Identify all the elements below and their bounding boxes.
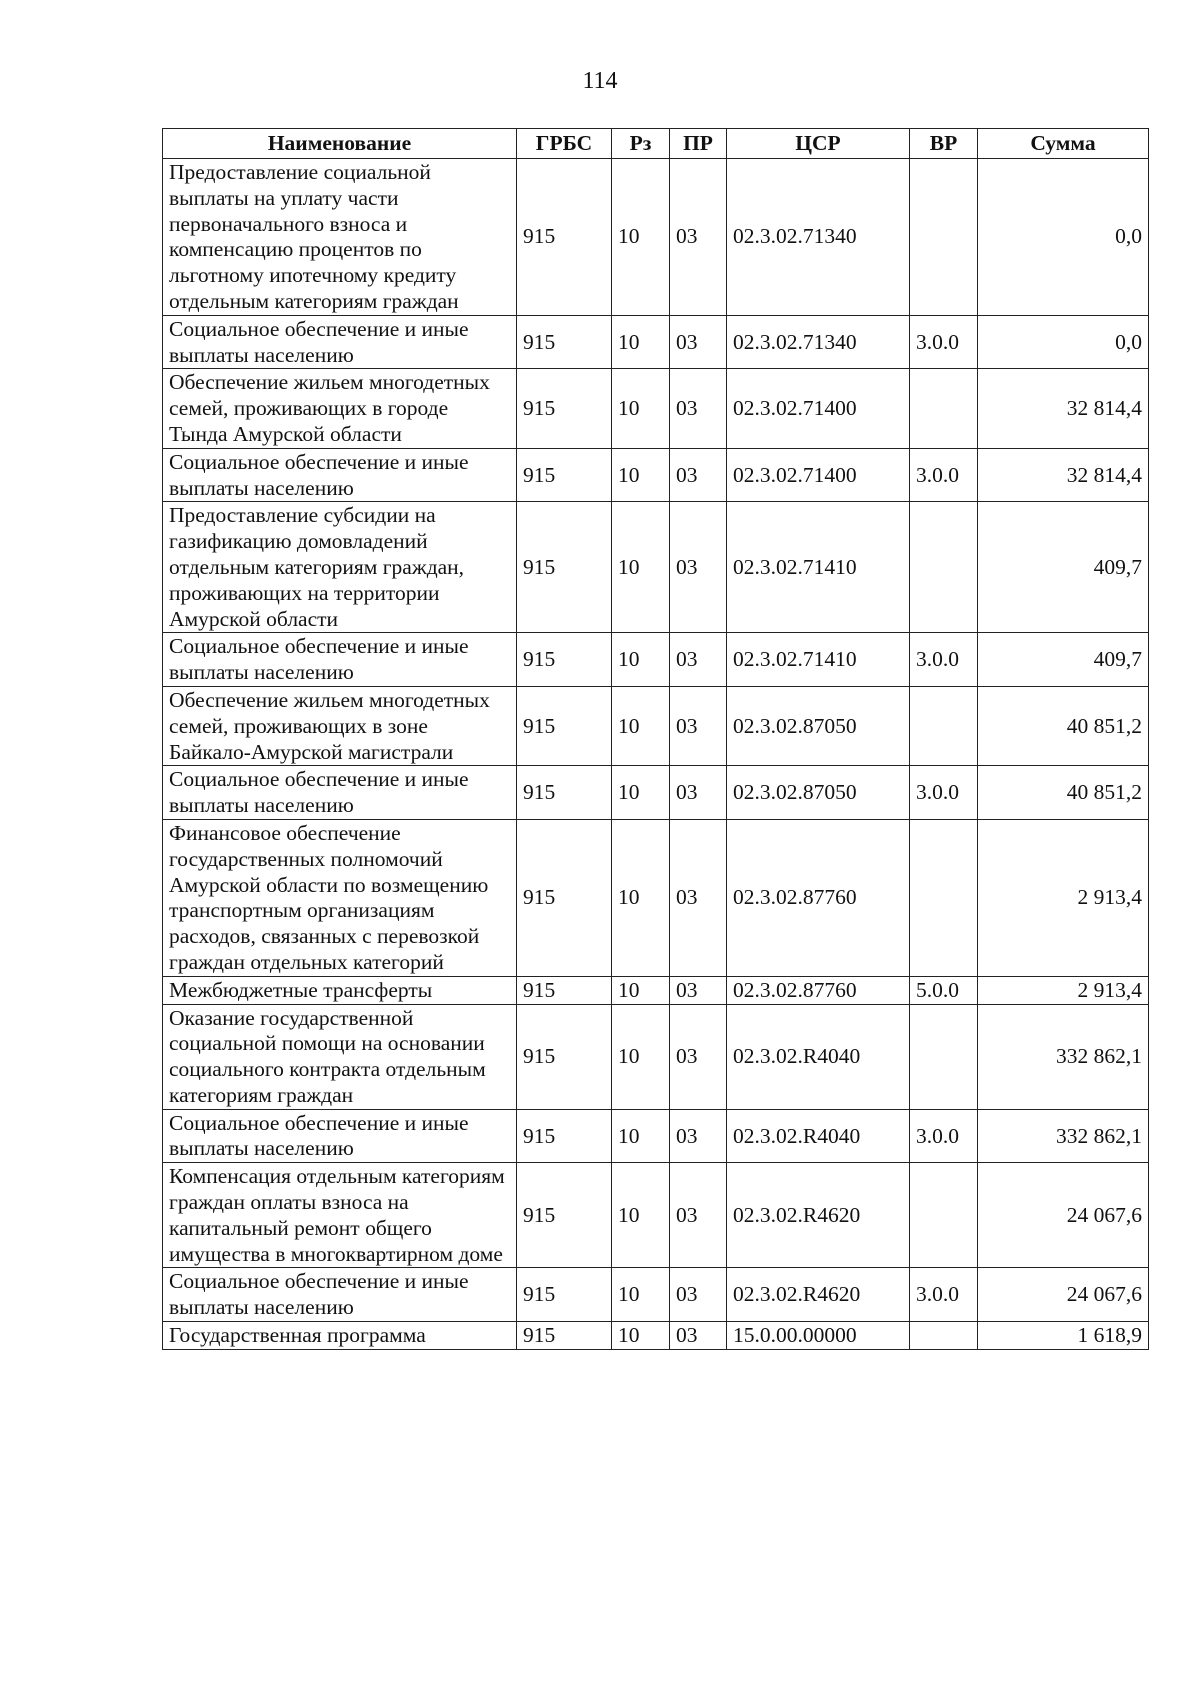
cell-name: Социальное обеспечение и иные выплаты населению — [163, 315, 517, 369]
cell-rz: 10 — [612, 633, 670, 687]
cell-vr — [910, 369, 978, 448]
table-row — [163, 633, 1149, 687]
cell-sum: 40 851,2 — [978, 686, 1149, 765]
cell-grbs: 915 — [517, 1268, 612, 1322]
cell-name: Предоставление социальной выплаты на уплату части первоначального взноса и компенсацию процентов по льготному ипотечному кредиту отдельным категориям граждан — [163, 159, 517, 316]
cell-csr: 02.3.02.87760 — [727, 976, 910, 1004]
table-row — [163, 976, 1149, 1004]
header-grbs: ГРБС — [517, 129, 612, 159]
cell-rz: 10 — [612, 502, 670, 633]
cell-sum: 0,0 — [978, 315, 1149, 369]
cell-vr — [910, 1004, 978, 1109]
cell-csr: 02.3.02.71410 — [727, 502, 910, 633]
header-pr: ПР — [670, 129, 727, 159]
header-csr: ЦСР — [727, 129, 910, 159]
cell-rz: 10 — [612, 766, 670, 820]
cell-rz: 10 — [612, 1268, 670, 1322]
cell-rz: 10 — [612, 1163, 670, 1268]
cell-csr: 02.3.02.R4620 — [727, 1268, 910, 1322]
cell-grbs: 915 — [517, 1163, 612, 1268]
cell-name: Предоставление субсидии на газификацию домовладений отдельным категориям граждан, проживающих на территории Амурской области — [163, 502, 517, 633]
cell-rz: 10 — [612, 1322, 670, 1350]
cell-vr — [910, 686, 978, 765]
cell-csr: 02.3.02.71340 — [727, 315, 910, 369]
cell-sum: 24 067,6 — [978, 1268, 1149, 1322]
cell-csr: 02.3.02.87050 — [727, 686, 910, 765]
cell-grbs: 915 — [517, 502, 612, 633]
cell-sum: 40 851,2 — [978, 766, 1149, 820]
cell-grbs: 915 — [517, 1322, 612, 1350]
cell-pr: 03 — [670, 448, 727, 502]
cell-rz: 10 — [612, 369, 670, 448]
cell-pr: 03 — [670, 766, 727, 820]
table-row — [163, 1163, 1149, 1268]
cell-name: Социальное обеспечение и иные выплаты населению — [163, 633, 517, 687]
header-rz: Рз — [612, 129, 670, 159]
table-row — [163, 766, 1149, 820]
cell-pr: 03 — [670, 315, 727, 369]
cell-pr: 03 — [670, 976, 727, 1004]
cell-sum: 1 618,9 — [978, 1322, 1149, 1350]
cell-csr: 02.3.02.71410 — [727, 633, 910, 687]
cell-sum: 332 862,1 — [978, 1004, 1149, 1109]
cell-grbs: 915 — [517, 315, 612, 369]
cell-vr: 3.0.0 — [910, 1109, 978, 1163]
header-name: Наименование — [163, 129, 517, 159]
cell-pr: 03 — [670, 1004, 727, 1109]
cell-name: Обеспечение жильем многодетных семей, проживающих в зоне Байкало-Амурской магистрали — [163, 686, 517, 765]
cell-vr: 3.0.0 — [910, 1268, 978, 1322]
cell-grbs: 915 — [517, 819, 612, 976]
cell-name: Социальное обеспечение и иные выплаты населению — [163, 766, 517, 820]
cell-vr: 5.0.0 — [910, 976, 978, 1004]
cell-csr: 15.0.00.00000 — [727, 1322, 910, 1350]
cell-grbs: 915 — [517, 1004, 612, 1109]
cell-name: Компенсация отдельным категориям граждан оплаты взноса на капитальный ремонт общего имущества в многоквартирном доме — [163, 1163, 517, 1268]
cell-grbs: 915 — [517, 369, 612, 448]
cell-sum: 409,7 — [978, 502, 1149, 633]
cell-rz: 10 — [612, 1109, 670, 1163]
cell-sum: 24 067,6 — [978, 1163, 1149, 1268]
cell-sum: 332 862,1 — [978, 1109, 1149, 1163]
cell-pr: 03 — [670, 502, 727, 633]
page-number: 114 — [582, 68, 618, 94]
cell-rz: 10 — [612, 159, 670, 316]
cell-sum: 0,0 — [978, 159, 1149, 316]
cell-rz: 10 — [612, 686, 670, 765]
table-row — [163, 448, 1149, 502]
cell-grbs: 915 — [517, 976, 612, 1004]
cell-pr: 03 — [670, 1268, 727, 1322]
cell-sum: 2 913,4 — [978, 819, 1149, 976]
cell-rz: 10 — [612, 315, 670, 369]
cell-rz: 10 — [612, 448, 670, 502]
cell-name: Социальное обеспечение и иные выплаты населению — [163, 448, 517, 502]
cell-rz: 10 — [612, 1004, 670, 1109]
cell-pr: 03 — [670, 1322, 727, 1350]
cell-grbs: 915 — [517, 1109, 612, 1163]
table-header-row — [163, 129, 1149, 159]
cell-name: Межбюджетные трансферты — [163, 976, 517, 1004]
cell-csr: 02.3.02.R4040 — [727, 1004, 910, 1109]
cell-grbs: 915 — [517, 633, 612, 687]
cell-grbs: 915 — [517, 766, 612, 820]
table-row — [163, 502, 1149, 633]
table-row — [163, 819, 1149, 976]
table-row — [163, 686, 1149, 765]
cell-pr: 03 — [670, 633, 727, 687]
cell-sum: 32 814,4 — [978, 369, 1149, 448]
budget-table — [162, 128, 1149, 1350]
cell-pr: 03 — [670, 369, 727, 448]
cell-csr: 02.3.02.71400 — [727, 448, 910, 502]
cell-sum: 32 814,4 — [978, 448, 1149, 502]
table-row — [163, 159, 1149, 316]
cell-vr — [910, 1322, 978, 1350]
cell-grbs: 915 — [517, 159, 612, 316]
cell-csr: 02.3.02.71340 — [727, 159, 910, 316]
cell-name: Оказание государственной социальной помощи на основании социального контракта отдельным категориям граждан — [163, 1004, 517, 1109]
cell-sum: 2 913,4 — [978, 976, 1149, 1004]
cell-rz: 10 — [612, 976, 670, 1004]
header-sum: Сумма — [978, 129, 1149, 159]
cell-pr: 03 — [670, 1109, 727, 1163]
cell-csr: 02.3.02.R4040 — [727, 1109, 910, 1163]
table-row — [163, 1004, 1149, 1109]
cell-csr: 02.3.02.87760 — [727, 819, 910, 976]
table-row — [163, 1322, 1149, 1350]
cell-pr: 03 — [670, 819, 727, 976]
cell-vr: 3.0.0 — [910, 633, 978, 687]
cell-vr — [910, 1163, 978, 1268]
table-row — [163, 1109, 1149, 1163]
table-row — [163, 1268, 1149, 1322]
cell-grbs: 915 — [517, 686, 612, 765]
cell-csr: 02.3.02.87050 — [727, 766, 910, 820]
cell-csr: 02.3.02.71400 — [727, 369, 910, 448]
cell-name: Финансовое обеспечение государственных полномочий Амурской области по возмещению транспортным организациям расходов, связанных с перевозкой граждан отдельных категорий — [163, 819, 517, 976]
table-row — [163, 369, 1149, 448]
cell-rz: 10 — [612, 819, 670, 976]
cell-pr: 03 — [670, 686, 727, 765]
cell-pr: 03 — [670, 159, 727, 316]
cell-vr: 3.0.0 — [910, 766, 978, 820]
cell-vr — [910, 159, 978, 316]
cell-grbs: 915 — [517, 448, 612, 502]
cell-vr: 3.0.0 — [910, 315, 978, 369]
cell-vr — [910, 819, 978, 976]
cell-vr — [910, 502, 978, 633]
cell-vr: 3.0.0 — [910, 448, 978, 502]
cell-sum: 409,7 — [978, 633, 1149, 687]
cell-name: Социальное обеспечение и иные выплаты населению — [163, 1268, 517, 1322]
cell-csr: 02.3.02.R4620 — [727, 1163, 910, 1268]
table-row — [163, 315, 1149, 369]
cell-pr: 03 — [670, 1163, 727, 1268]
cell-name: Социальное обеспечение и иные выплаты населению — [163, 1109, 517, 1163]
header-vr: ВР — [910, 129, 978, 159]
cell-name: Обеспечение жильем многодетных семей, проживающих в городе Тында Амурской области — [163, 369, 517, 448]
cell-name: Государственная программа — [163, 1322, 517, 1350]
